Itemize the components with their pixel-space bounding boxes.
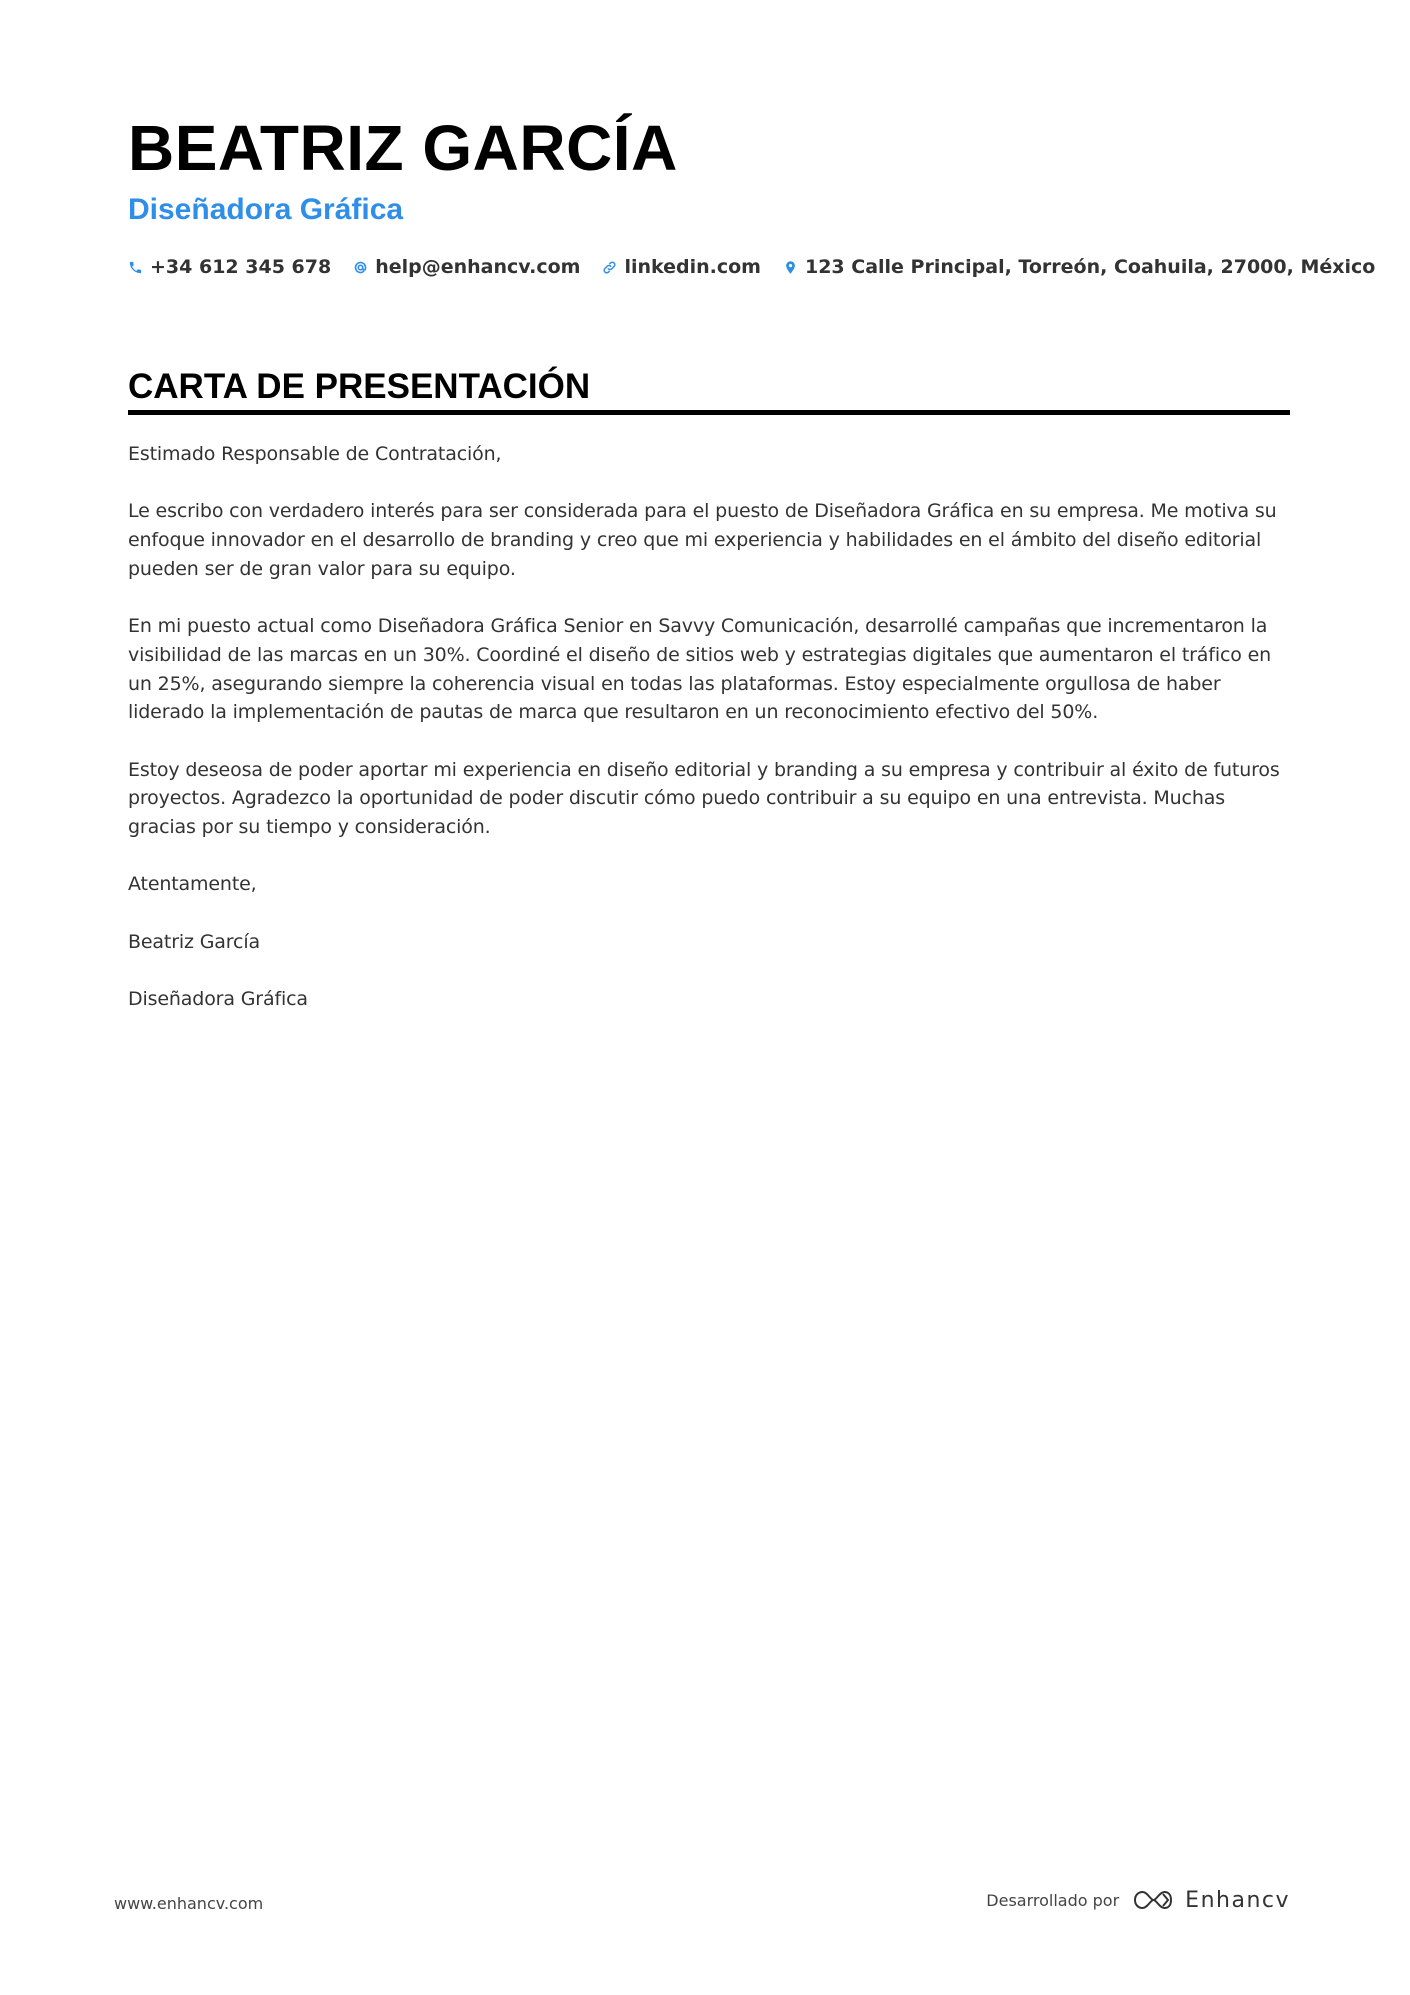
- signature-title: Diseñadora Gráfica: [128, 988, 308, 1011]
- section-title: CARTA DE PRESENTACIÓN: [128, 367, 591, 406]
- at-icon: [353, 260, 368, 275]
- contact-phone[interactable]: [128, 256, 331, 278]
- letter-paragraph-1: Le escribo con verdadero interés para ser considerada para el puesto de Diseñadora Gráfica en su empresa. Me motiva su enfoque innovador en el desarrollo de branding y creo que mi experiencia y habilidades en el ámbito del diseño editorial pueden ser de gran valor para su equipo.: [128, 500, 1277, 580]
- brand-name: Enhancv: [1185, 1887, 1290, 1913]
- linkedin-text: linkedin.com: [624, 256, 761, 278]
- footer-website[interactable]: www.enhancv.com: [114, 1894, 264, 1913]
- section-divider: [128, 410, 1290, 415]
- phone-text: +34 612 345 678: [150, 256, 332, 278]
- contact-email[interactable]: [353, 256, 580, 278]
- letter-greeting: Estimado Responsable de Contratación,: [128, 443, 502, 465]
- contact-linkedin[interactable]: [602, 256, 761, 278]
- job-title: Diseñadora Gráfica: [128, 193, 404, 226]
- letter-body: [128, 440, 1290, 1043]
- footer-branding[interactable]: [986, 1880, 1290, 1920]
- letter-paragraph-3: Estoy deseosa de poder aportar mi experiencia en diseño editorial y branding a su empresa y contribuir al éxito de futuros proyectos. Agradezco la oportunidad de poder discutir cómo puedo contribuir a su equipo en una entrevista. Muchas gracias por su tiempo y consideración.: [128, 758, 1280, 839]
- letter-closing: Atentamente,: [128, 873, 257, 896]
- address-text: 123 Calle Principal, Torreón, Coahuila, 27000, México: [804, 256, 1376, 278]
- location-pin-icon: [783, 260, 798, 275]
- contact-bar: [128, 252, 1397, 282]
- enhancv-logo-icon: [1131, 1887, 1175, 1913]
- powered-by-label: Desarrollado por: [986, 1890, 1120, 1910]
- letter-paragraph-2: En mi puesto actual como Diseñadora Gráfica Senior en Savvy Comunicación, desarrollé campañas que incrementaron la visibilidad de las marcas en un 30%. Coordiné el diseño de sitios web y estrategias digitales que aumentaron el tráfico en un 25%, asegurando siempre la coherencia visual en todas las plataformas. Estoy especialmente orgullosa de haber liderado la implementación de pautas de marca que resultaron en un reconocimiento efectivo del 50%.: [128, 615, 1272, 724]
- signature-name: Beatriz García: [128, 930, 260, 953]
- contact-address: [783, 256, 1375, 278]
- link-icon: [602, 260, 617, 275]
- email-text: help@enhancv.com: [375, 256, 581, 278]
- candidate-name: BEATRIZ GARCÍA: [128, 112, 678, 184]
- phone-icon: [128, 260, 143, 275]
